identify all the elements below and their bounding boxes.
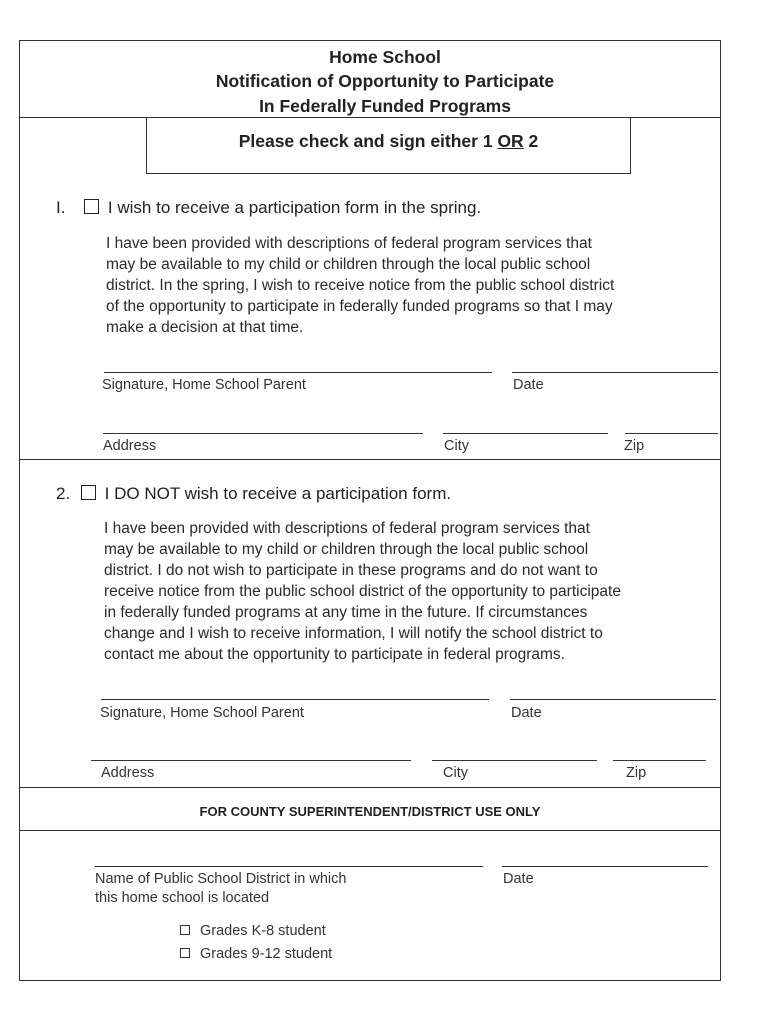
- option1-zip-label: Zip: [624, 438, 645, 454]
- option1-row: [56, 198, 481, 218]
- option2-signature-label: Signature, Home School Parent: [100, 705, 304, 721]
- instruction-emphasis: OR: [497, 131, 524, 151]
- option1-signature-line[interactable]: [104, 372, 492, 373]
- option1-number: I.: [56, 198, 66, 217]
- option1-signature-label: Signature, Home School Parent: [102, 377, 306, 393]
- paragraph-line: district. I do not wish to participate in these programs and do not want to: [104, 562, 598, 579]
- instruction-text: Please check and sign either 1 OR 2: [238, 131, 539, 151]
- paragraph-line: I have been provided with descriptions of federal program services that: [106, 235, 592, 252]
- paragraph-line: contact me about the opportunity to participate in federal programs.: [104, 646, 565, 663]
- paragraph-line: may be available to my child or children through the local public school: [104, 541, 589, 558]
- option2-signature-line[interactable]: [101, 699, 489, 700]
- option1-label: I wish to receive a participation form in the spring.: [107, 198, 482, 217]
- option2-row: [56, 484, 451, 504]
- option2-checkbox[interactable]: [81, 485, 96, 500]
- option1-zip-line[interactable]: [625, 433, 718, 434]
- form-border: [19, 40, 721, 981]
- paragraph-line: of the opportunity to participate in federally funded programs so that I may: [106, 298, 613, 315]
- section-divider: [19, 830, 721, 831]
- grade-option-k8: [180, 923, 326, 939]
- option2-zip-label: Zip: [626, 765, 647, 781]
- district-date-line[interactable]: [502, 866, 708, 867]
- option2-city-line[interactable]: [432, 760, 597, 761]
- grade-912-checkbox[interactable]: [180, 948, 190, 958]
- district-name-label-2: this home school is located: [95, 890, 270, 906]
- option2-address-line[interactable]: [91, 760, 411, 761]
- paragraph-line: may be available to my child or children through the local public school: [106, 256, 591, 273]
- option2-city-label: City: [443, 765, 468, 781]
- form-title: Home School: [329, 47, 441, 67]
- form-subtitle-2: In Federally Funded Programs: [259, 96, 511, 116]
- grade-912-label: Grades 9-12 student: [200, 946, 333, 962]
- option1-date-label: Date: [513, 377, 544, 393]
- district-name-line[interactable]: [95, 866, 483, 867]
- option1-address-label: Address: [103, 438, 157, 454]
- option1-paragraph: [106, 233, 614, 338]
- option2-address-label: Address: [101, 765, 155, 781]
- option1-date-line[interactable]: [512, 372, 718, 373]
- option1-city-line[interactable]: [443, 433, 608, 434]
- option1-checkbox[interactable]: [84, 199, 99, 214]
- option1-city-label: City: [444, 438, 469, 454]
- district-date-label: Date: [503, 871, 534, 887]
- option1-address-line[interactable]: [103, 433, 423, 434]
- paragraph-line: I have been provided with descriptions of federal program services that: [104, 520, 590, 537]
- grade-option-912: [180, 946, 332, 962]
- form-subtitle: Notification of Opportunity to Participate: [215, 71, 555, 91]
- grade-k8-checkbox[interactable]: [180, 925, 190, 935]
- section-divider: [19, 787, 721, 788]
- option2-paragraph: [104, 518, 621, 665]
- paragraph-line: receive notice from the public school district of the opportunity to participate: [104, 583, 621, 600]
- option2-date-label: Date: [511, 705, 542, 721]
- district-name-label: Name of Public School District in which: [95, 871, 347, 887]
- option2-number: 2.: [56, 484, 71, 503]
- paragraph-line: change and I wish to receive information, I will notify the school district to: [104, 625, 603, 642]
- option2-date-line[interactable]: [510, 699, 716, 700]
- grade-k8-label: Grades K-8 student: [200, 923, 326, 939]
- paragraph-line: district. In the spring, I wish to receive notice from the public school district: [106, 277, 615, 294]
- option2-zip-line[interactable]: [613, 760, 706, 761]
- section-divider: [19, 459, 721, 460]
- paragraph-line: in federally funded programs at any time in the future. If circumstances: [104, 604, 588, 621]
- district-use-heading: FOR COUNTY SUPERINTENDENT/DISTRICT USE ONLY: [199, 804, 541, 819]
- option2-label: I DO NOT wish to receive a participation form.: [104, 484, 452, 503]
- paragraph-line: make a decision at that time.: [106, 319, 304, 336]
